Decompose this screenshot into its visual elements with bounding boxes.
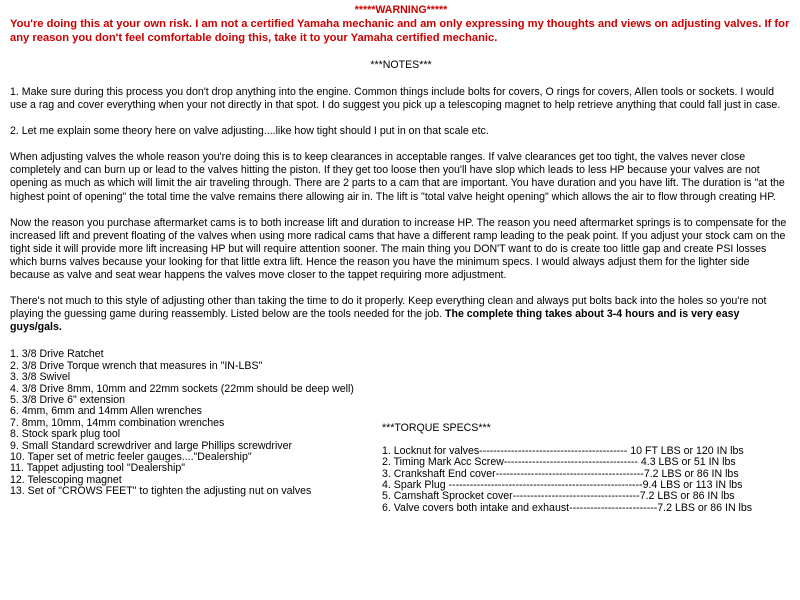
tool-item: 5. 3/8 Drive 6" extension <box>10 394 126 407</box>
tool-item: 7. 8mm, 10mm, 14mm combination wrenches <box>10 416 225 429</box>
tools-list <box>10 349 380 497</box>
tool-item: 11. Tappet adjusting tool "Dealership" <box>10 462 185 475</box>
torque-specs-title: ***TORQUE SPECS*** <box>382 422 491 435</box>
warning-title: *****WARNING***** <box>354 4 448 16</box>
torque-specs <box>382 423 792 514</box>
tool-item: 13. Set of "CROWS FEET" to tighten the adjusting nut on valves <box>10 485 312 498</box>
aftermarket-paragraph: Now the reason you purchase aftermarket cams is to both increase lift and duration to increase HP. The reason you need aftermarket springs is to compensate for the increased lift and prevent floating of the valves when using more radical cams that have a different ramp leading to the peak point. If you adjust your stock cam on the tight side it will provide more lift increasing HP but will require attention sooner. The main thing you DON'T want to do is create too little gap and create PSI losses which burns valves because your looking for that little extra lift. Hence the reason you have the minimum specs. I would always adjust them for the lighter side because as valve and seat wear happens the valves move closer to the tappet requiring more adjustment. <box>10 216 787 282</box>
theory-paragraph: When adjusting valves the whole reason you're doing this is to keep clearances in acceptable ranges. If valve clearances get too tight, the valves never close completely and can burn up or lead to the valves hitting the piston. If they get too loose then you'll have slop which leads to less HP because your valves are not opening as much as which will limit the air traveling through. There are 2 parts to a cam that are important. You have duration and you have lift. The duration is "at the highest point of opening" the total time the valve remains there allowing air in. The lift is "total valve height opening" which allows the air to flow through creating HP. <box>10 151 785 203</box>
notes-title: ***NOTES*** <box>370 59 432 71</box>
torque-spec-item: 6. Valve covers both intake and exhaust-------------------------7.2 LBS or 86 IN lbs <box>382 501 753 514</box>
tool-item: 9. Small Standard screwdriver and large Phillips screwdriver <box>10 439 293 452</box>
tools-intro-text: There's not much to this style of adjusting other than taking the time to do it properly. Keep everything clean and always put bolts back into the holes so you're not playing the guessing game during reassembly. Listed below are the tools needed for the job. <box>10 295 767 321</box>
note-paragraph-2: 2. Let me explain some theory here on valve adjusting....like how tight should I put in on that scale etc. <box>10 125 489 138</box>
warning-text: You're doing this at your own risk. I am not a certified Yamaha mechanic and am only expressing my thoughts and views on adjusting valves. If for any reason you don't feel comfortable doing this, take it to your Yamaha certified mechanic. <box>10 18 790 44</box>
note-paragraph-1: 1. Make sure during this process you don't drop anything into the engine. Common things include bolts for covers, O rings for covers, Allen tools or sockets. I would use a rag and cover everything when your not directly in that spot. I do suggest you pick up a telescoping magnet to help retrieve anything that could fall just in case. <box>10 86 781 112</box>
torque-spec-item: 1. Locknut for valves------------------------------------------ 10 FT LBS or 120 IN lbs <box>382 444 744 457</box>
tools-intro-paragraph <box>10 295 792 334</box>
torque-spec-item: 4. Spark Plug -------------------------------------------------------9.4 LBS or 113 IN lbs <box>382 479 743 492</box>
document-page <box>10 0 792 539</box>
tool-item: 6. 4mm, 6mm and 14mm Allen wrenches <box>10 405 202 418</box>
tool-item: 12. Telescoping magnet <box>10 473 122 486</box>
tool-item: 4. 3/8 Drive 8mm, 10mm and 22mm sockets (22mm should be deep well) <box>10 382 354 395</box>
torque-spec-item: 3. Crankshaft End cover------------------------------------------7.2 LBS or 86 IN lbs <box>382 467 739 480</box>
torque-spec-item: 5. Camshaft Sprocket cover------------------------------------7.2 LBS or 86 IN lbs <box>382 490 735 503</box>
tool-item: 2. 3/8 Drive Torque wrench that measures in "IN-LBS" <box>10 359 263 372</box>
tool-item: 3. 3/8 Swivel <box>10 371 71 384</box>
tool-item: 8. Stock spark plug tool <box>10 428 121 441</box>
torque-spec-item: 2. Timing Mark Acc Screw-------------------------------------- 4.3 LBS or 51 IN lbs <box>382 456 736 469</box>
tool-item: 10. Taper set of metric feeler gauges...."Dealership" <box>10 451 252 464</box>
time-estimate-text: The complete thing takes about 3-4 hours and is very easy guys/gals. <box>10 308 740 334</box>
lists-area <box>10 349 792 539</box>
tool-item: 1. 3/8 Drive Ratchet <box>10 348 104 361</box>
